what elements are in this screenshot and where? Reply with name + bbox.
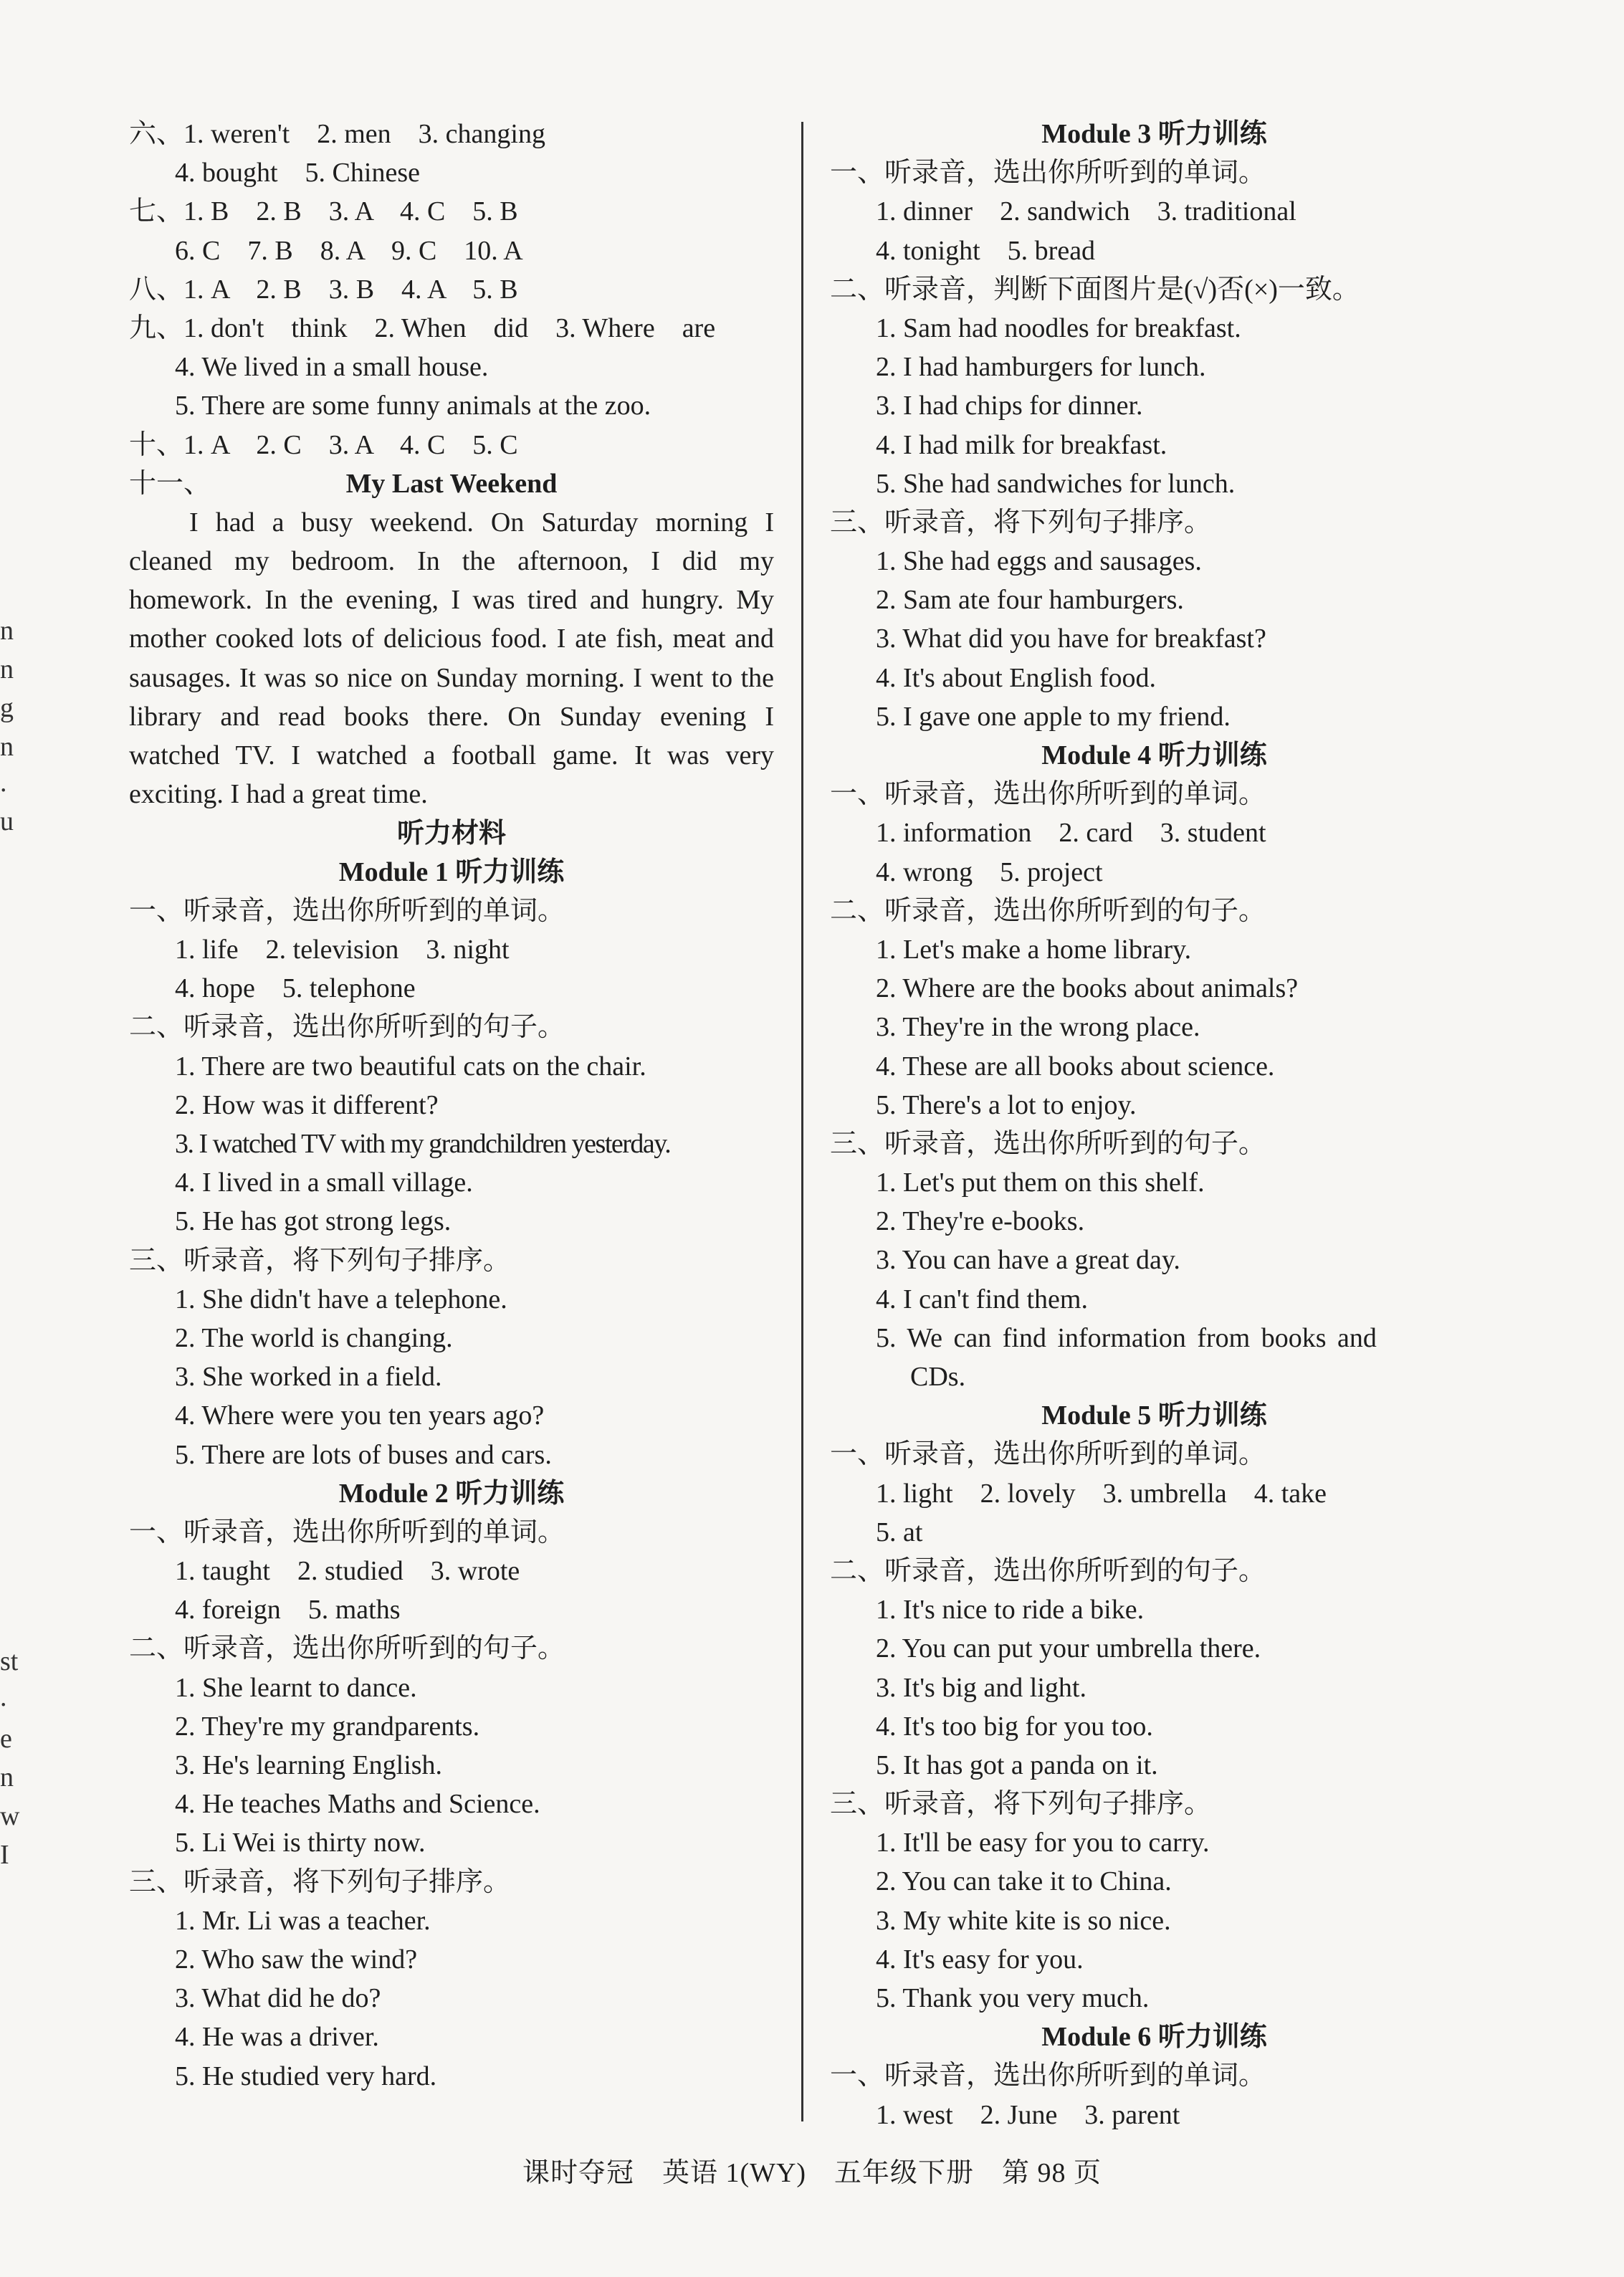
module4-line: 4. These are all books about science. (876, 1051, 1275, 1082)
margin-fragment: . (0, 768, 7, 798)
module1-line: 5. He has got strong legs. (175, 1206, 452, 1237)
module3-line: 1. She had eggs and sausages. (876, 546, 1202, 577)
module3-line: 3. What did you have for breakfast? (876, 624, 1266, 654)
module2-line: 1. Mr. Li was a teacher. (175, 1905, 431, 1936)
module5-line: 三、听录音，将下列句子排序。 (830, 1789, 1212, 1820)
module3-line: 5. She had sandwiches for lunch. (876, 468, 1236, 499)
module5-line: 4. It's too big for you too. (876, 1711, 1153, 1742)
column-divider (801, 122, 803, 2121)
module1-line: 三、听录音，将下列句子排序。 (129, 1245, 511, 1276)
module2-line: 5. He studied very hard. (175, 2061, 437, 2091)
answer-line: 5. There are some funny animals at the zoo. (175, 391, 651, 421)
module3-line: 4. tonight 5. bread (876, 235, 1096, 266)
module2-line: 1. She learnt to dance. (175, 1672, 417, 1703)
margin-fragment: I (0, 1840, 9, 1870)
answer-line: 九、1. don't think 2. When did 3. Where are (129, 312, 716, 343)
answer-line: 4. bought 5. Chinese (175, 158, 420, 188)
module4-line: 1. Let's make a home library. (876, 934, 1192, 965)
module4-line: 1. information 2. card 3. student (876, 818, 1266, 849)
right-column (830, 115, 1479, 2134)
margin-fragment: g (0, 693, 14, 723)
essay-text: I had a busy weekend. On Saturday morning I cleaned my bedroom. In the afternoon, I did my homework. In the evening, I was tired and hungry. My mother cooked lots of delicious food. I ate fish, meat and sausages. It was so nice on Sunday morning. I went to the library and read books there. On Sunday evening I watched TV. I watched a football game. It was very exciting. I had a great time. (129, 507, 774, 810)
margin-fragment: e (0, 1724, 12, 1754)
listening-heading: 听力材料 (396, 818, 506, 849)
margin-fragment: w (0, 1801, 20, 1831)
module6-line: 1. west 2. June 3. parent (876, 2099, 1180, 2130)
answer-line: 十、1. A 2. C 3. A 4. C 5. C (129, 429, 518, 460)
margin-fragment: n (0, 732, 14, 762)
module2-line: 1. taught 2. studied 3. wrote (175, 1556, 520, 1587)
module4-line: 5. There's a lot to enjoy. (876, 1089, 1137, 1120)
module4-line: 一、听录音，选出你所听到的单词。 (830, 779, 1266, 810)
page-footer: 课时夺冠 英语 1(WY) 五年级下册 第 98 页 (522, 2158, 1102, 2188)
module5-line: 1. It'll be easy for you to carry. (876, 1828, 1210, 1858)
module4-line: 3. You can have a great day. (876, 1245, 1180, 1276)
module6-title: Module 6 听力训练 (1041, 2022, 1267, 2053)
module5-line: 5. It has got a panda on it. (876, 1749, 1158, 1780)
module1-line: 1. There are two beautiful cats on the chair. (175, 1051, 646, 1082)
module3-line: 4. I had milk for breakfast. (876, 429, 1167, 460)
module5-line: 1. light 2. lovely 3. umbrella 4. take (876, 1478, 1327, 1509)
module2-line: 三、听录音，将下列句子排序。 (129, 1866, 511, 1897)
module3-line: 5. I gave one apple to my friend. (876, 701, 1231, 732)
module5-line: 2. You can put your umbrella there. (876, 1633, 1261, 1664)
essay-title: My Last Weekend (345, 468, 558, 499)
module5-line: 5. at (876, 1517, 923, 1547)
module4-line: 2. Where are the books about animals? (876, 973, 1299, 1004)
module4-line: 5. We can find information from books and (876, 1322, 1377, 1353)
module4-line: 3. They're in the wrong place. (876, 1012, 1200, 1043)
module2-line: 一、听录音，选出你所听到的单词。 (129, 1517, 565, 1547)
module1-line: 一、听录音，选出你所听到的单词。 (129, 895, 565, 926)
module3-line: 三、听录音，将下列句子排序。 (830, 507, 1212, 538)
answer-line: 八、1. A 2. B 3. B 4. A 5. B (129, 274, 518, 305)
module5-line: 2. You can take it to China. (876, 1866, 1172, 1897)
answer-line: 4. We lived in a small house. (175, 352, 489, 383)
module4-line: CDs. (910, 1362, 966, 1392)
module2-line: 2. Who saw the wind? (175, 1944, 418, 1975)
module4-line: 1. Let's put them on this shelf. (876, 1168, 1205, 1198)
module5-line: 1. It's nice to ride a bike. (876, 1595, 1145, 1626)
module1-line: 4. Where were you ten years ago? (175, 1400, 545, 1431)
essay-heading (129, 464, 774, 503)
module3-line: 2. I had hamburgers for lunch. (876, 352, 1206, 383)
module3-title: Module 3 听力训练 (1041, 119, 1267, 149)
module2-line: 3. He's learning English. (175, 1750, 443, 1780)
margin-fragment: n (0, 1762, 14, 1793)
answer-line: 七、1. B 2. B 3. A 4. C 5. B (129, 196, 518, 227)
module1-line: 3. She worked in a field. (175, 1362, 442, 1393)
margin-fragment: n (0, 654, 14, 684)
module5-line: 二、听录音，选出你所听到的句子。 (830, 1555, 1266, 1586)
left-column (129, 115, 774, 2096)
module3-line: 二、听录音，判断下面图片是(√)否(×)一致。 (830, 274, 1360, 305)
module2-line: 2. They're my grandparents. (175, 1711, 480, 1742)
module4-title: Module 4 听力训练 (1041, 740, 1267, 770)
module1-line: 2. The world is changing. (175, 1322, 453, 1353)
module2-title: Module 2 听力训练 (338, 1478, 565, 1509)
margin-fragment: u (0, 806, 14, 836)
module2-line: 4. He was a driver. (175, 2022, 379, 2053)
module1-line: 1. She didn't have a telephone. (175, 1284, 507, 1314)
module2-line: 4. foreign 5. maths (175, 1595, 401, 1626)
module5-line: 4. It's easy for you. (876, 1944, 1084, 1975)
module1-line: 2. How was it different? (175, 1089, 439, 1120)
module3-line: 一、听录音，选出你所听到的单词。 (830, 158, 1266, 188)
module4-line: 三、听录音，选出你所听到的句子。 (830, 1128, 1266, 1159)
module3-line: 2. Sam ate four hamburgers. (876, 585, 1184, 616)
module1-line: 4. I lived in a small village. (175, 1168, 473, 1198)
module1-line: 1. life 2. television 3. night (175, 935, 510, 965)
margin-fragment: . (0, 1682, 7, 1712)
module5-line: 3. My white kite is so nice. (876, 1905, 1171, 1936)
module1-line: 5. There are lots of buses and cars. (175, 1439, 552, 1470)
module3-line: 1. Sam had noodles for breakfast. (876, 312, 1241, 343)
module2-line: 3. What did he do? (175, 1983, 381, 2014)
module1-line: 二、听录音，选出你所听到的句子。 (129, 1012, 565, 1043)
module5-title: Module 5 听力训练 (1041, 1400, 1267, 1431)
margin-fragment: st (0, 1646, 19, 1676)
module3-line: 3. I had chips for dinner. (876, 391, 1143, 421)
module4-line: 二、听录音，选出你所听到的句子。 (830, 895, 1266, 926)
module3-line: 4. It's about English food. (876, 662, 1157, 693)
module4-line: 4. I can't find them. (876, 1284, 1088, 1314)
module5-line: 3. It's big and light. (876, 1672, 1086, 1703)
essay-label: 十一、 (129, 468, 211, 499)
module2-line: 5. Li Wei is thirty now. (175, 1828, 426, 1858)
module4-line: 4. wrong 5. project (876, 856, 1103, 887)
module5-line: 一、听录音，选出你所听到的单词。 (830, 1439, 1266, 1470)
module3-line: 1. dinner 2. sandwich 3. traditional (876, 196, 1296, 227)
module1-title: Module 1 听力训练 (338, 856, 565, 887)
answer-line: 六、1. weren't 2. men 3. changing (129, 119, 545, 149)
margin-fragment: n (0, 616, 14, 646)
module6-line: 一、听录音，选出你所听到的单词。 (830, 2061, 1266, 2091)
module2-line: 4. He teaches Maths and Science. (175, 1789, 540, 1820)
module4-line: 2. They're e-books. (876, 1206, 1085, 1237)
module5-line: 5. Thank you very much. (876, 1983, 1150, 2013)
answer-line: 6. C 7. B 8. A 9. C 10. A (175, 235, 523, 266)
module1-line: 4. hope 5. telephone (175, 973, 416, 1004)
module1-line: 3. I watched TV with my grandchildren yesterday. (175, 1129, 671, 1159)
module2-line: 二、听录音，选出你所听到的句子。 (129, 1633, 565, 1664)
